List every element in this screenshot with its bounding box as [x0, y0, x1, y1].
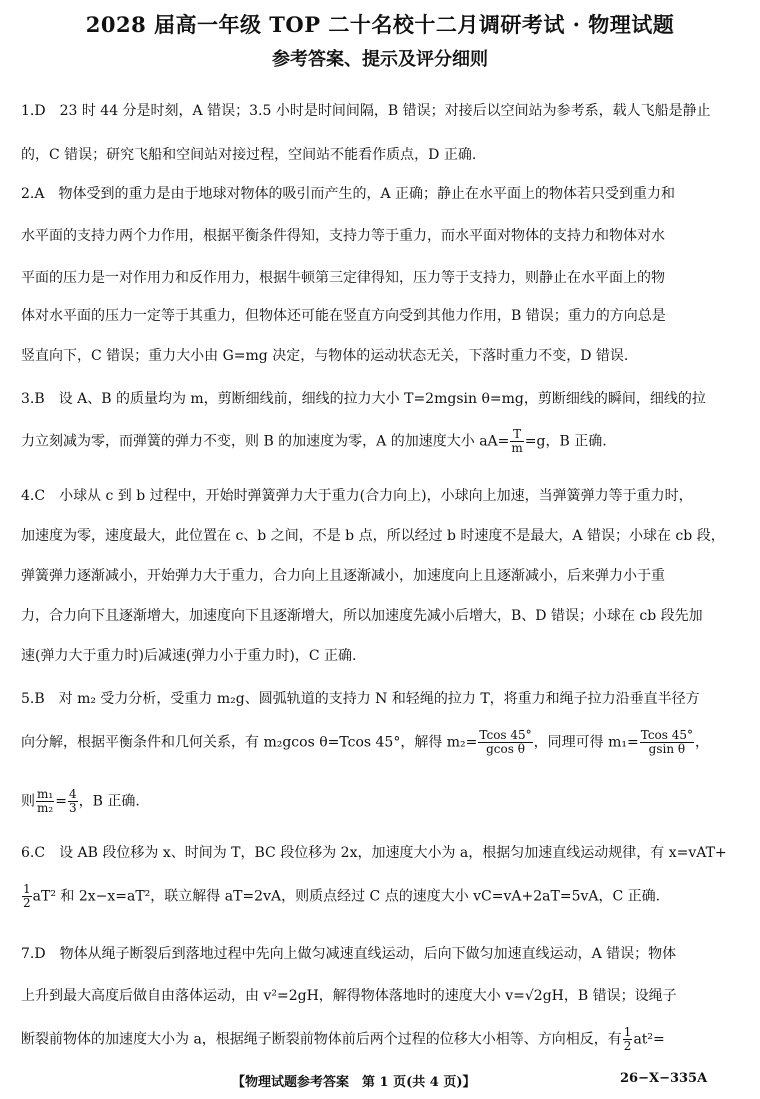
- fraction-numerator: T: [510, 428, 523, 442]
- fraction-denominator: 2: [23, 896, 31, 910]
- answer-2-line-3: 平面的压力是一对作用力和反作用力，根据牛顿第三定律得知，压力等于支持力，则静止在水平面上的物: [21, 270, 665, 286]
- fraction-numerator: 1: [23, 882, 31, 896]
- answer-6-line-1: 6.C 设 AB 段位移为 x、时间为 T，BC 段位移为 2x，加速度大小为 a，根据匀加速直线运动规律，有 x=vAT+: [21, 845, 727, 861]
- fraction-m1-expression: [640, 729, 694, 756]
- fraction-denominator: gsin θ: [648, 742, 686, 756]
- fraction-denominator: 2: [623, 1039, 632, 1053]
- answer-3-text-b: =g，B 正确.: [524, 433, 607, 450]
- answer-5-text-e: =: [55, 793, 67, 810]
- answer-5-line-3: [21, 788, 140, 815]
- answer-4-line-3: 弹簧弹力逐渐减小，开始弹力大于重力，合力向上且逐渐减小，加速度向上且逐渐减小，后来弹力小于重: [21, 568, 665, 584]
- fraction-four-thirds: [68, 788, 78, 815]
- answer-7-text-a: 断裂前物体的加速度大小为 a，根据绳子断裂前物体前后两个过程的位移大小相等、方向相反，有: [21, 1031, 622, 1048]
- answer-2-line-2: 水平面的支持力两个力作用，根据平衡条件得知，支持力等于重力，而水平面对物体的支持力和物体对水: [21, 228, 665, 244]
- answer-3-line-2: [21, 428, 607, 455]
- answer-5-line-1: 5.B 对 m₂ 受力分析，受重力 m₂g、圆弧轨道的支持力 N 和轻绳的拉力 T，将重力和绳子拉力沿垂直半径方: [21, 691, 700, 707]
- fraction-t-over-m: [510, 428, 523, 455]
- fraction-numerator: m₁: [37, 787, 54, 801]
- fraction-one-half: [623, 1026, 633, 1053]
- answer-6-line-2: [21, 883, 660, 910]
- page-title: 2028 届高一年级 TOP 二十名校十二月调研考试 · 物理试题: [85, 12, 675, 37]
- page-footer-code: 26−X−335A: [620, 1071, 708, 1086]
- answer-7-line-2: 上升到最大高度后做自由落体运动，由 v²=2gH，解得物体落地时的速度大小 v=√2gH，B 错误；设绳子: [21, 988, 677, 1004]
- page-subtitle: 参考答案、提示及评分细则: [272, 49, 488, 70]
- answer-4-line-1: 4.C 小球从 c 到 b 过程中，开始时弹簧弹力大于重力(合力向上)，小球向上加速，当弹簧弹力等于重力时，: [21, 488, 693, 504]
- fraction-numerator: 4: [68, 787, 77, 801]
- fraction-denominator: gcos θ: [486, 742, 525, 756]
- answer-2-line-4: 体对水平面的压力一定等于其重力，但物体还可能在竖直方向受到其他力作用，B 错误；重力的方向总是: [21, 308, 666, 324]
- fraction-numerator: Tcos 45°: [640, 728, 694, 742]
- fraction-numerator: 1: [623, 1025, 632, 1039]
- answer-3-line-1: 3.B 设 A、B 的质量均为 m，剪断细线前，细线的拉力大小 T=2mgsin θ=mg，剪断细线的瞬间，细线的拉: [21, 391, 706, 407]
- fraction-denominator: m₂: [37, 801, 54, 815]
- answer-3-text-a: 力立刻减为零，而弹簧的弹力不变，则 B 的加速度为零，A 的加速度大小 aA=: [21, 433, 510, 450]
- answer-7-text-b: at²=: [633, 1031, 665, 1048]
- answer-5-text-f: ，B 正确.: [78, 793, 140, 810]
- answer-4-line-5: 速(弹力大于重力时)后减速(弹力小于重力时)，C 正确.: [21, 648, 357, 664]
- fraction-one-half: [22, 883, 32, 910]
- page-footer-label: 【物理试题参考答案 第 1 页(共 4 页)】: [232, 1075, 476, 1090]
- fraction-mass-ratio: [36, 788, 54, 815]
- answer-1-line-2: 的，C 错误；研究飞船和空间站对接过程，空间站不能看作质点，D 正确.: [21, 147, 477, 163]
- answer-2-line-1: 2.A 物体受到的重力是由于地球对物体的吸引而产生的，A 正确；静止在水平面上的物体若只受到重力和: [21, 186, 676, 202]
- answer-6-text-b: aT² 和 2x−x=aT²，联立解得 aT=2vA，则质点经过 C 点的速度大小 vC=vA+2aT=5vA，C 正确.: [32, 888, 661, 905]
- fraction-denominator: 3: [68, 801, 77, 815]
- answer-5-text-c: ，: [695, 734, 710, 751]
- answer-2-line-5: 竖直向下，C 错误；重力大小由 G=mg 决定，与物体的运动状态无关，下落时重力不变，D 错误.: [21, 348, 629, 364]
- answer-4-line-4: 力，合力向下且逐渐增大，加速度向下且逐渐增大，所以加速度先减小后增大，B、D 错误；小球在 cb 段先加: [21, 608, 703, 624]
- answer-5-text-d: 则: [21, 793, 35, 810]
- fraction-denominator: m: [511, 441, 523, 455]
- answer-7-line-3: [21, 1026, 665, 1053]
- answer-1-line-1: 1.D 23 时 44 分是时刻，A 错误；3.5 小时是时间间隔，B 错误；对接后以空间站为参考系，载人飞船是静止: [21, 103, 711, 119]
- answer-7-line-1: 7.D 物体从绳子断裂后到落地过程中先向上做匀减速直线运动，后向下做匀加速直线运动，A 错误；物体: [21, 946, 677, 962]
- fraction-m2-expression: [478, 729, 532, 756]
- answer-5-text-a: 向分解，根据平衡条件和几何关系，有 m₂gcos θ=Tcos 45°，解得 m₂=: [21, 734, 478, 751]
- fraction-numerator: Tcos 45°: [479, 728, 532, 742]
- answer-5-text-b: ，同理可得 m₁=: [533, 734, 639, 751]
- answer-5-line-2: [21, 729, 709, 756]
- answer-4-line-2: 加速度为零，速度最大，此位置在 c、b 之间，不是 b 点，所以经过 b 时速度不是最大，A 错误；小球在 cb 段，: [21, 528, 725, 544]
